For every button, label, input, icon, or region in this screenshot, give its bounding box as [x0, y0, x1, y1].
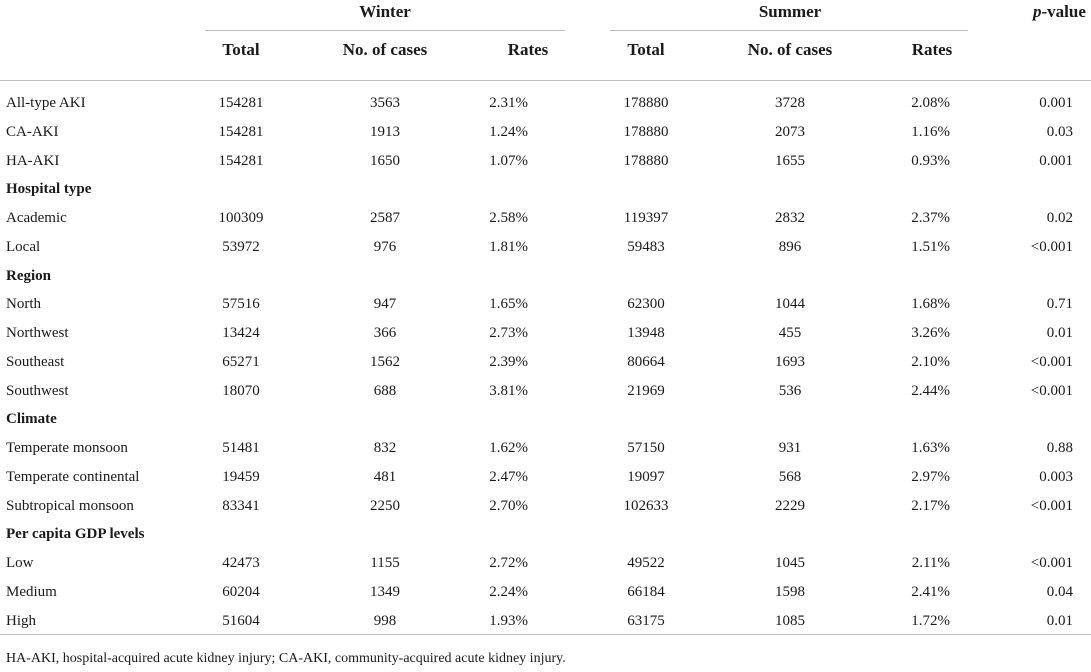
- summer-cases-cell: 536: [778, 383, 802, 399]
- p-value-cell: <0.001: [1030, 555, 1073, 571]
- winter-rate-cell: 1.65%: [489, 296, 528, 312]
- summer-total-cell: 178880: [623, 153, 669, 169]
- winter-total-cell: 18070: [222, 383, 260, 399]
- winter-cases-cell: 366: [373, 325, 397, 341]
- p-letter: p: [1033, 2, 1042, 21]
- winter-cases-cell: 976: [373, 239, 397, 255]
- winter-cases-cell: 2587: [370, 210, 400, 226]
- summer-total-header: Total: [627, 40, 665, 59]
- summer-cases-cell: 931: [778, 440, 802, 456]
- p-value-cell: 0.02: [1046, 210, 1073, 226]
- p-value-cell: <0.001: [1030, 498, 1073, 514]
- summer-cases-cell: 1044: [775, 296, 805, 312]
- winter-rates-header: Rates: [507, 40, 549, 59]
- winter-cases-header: No. of cases: [342, 40, 428, 59]
- summer-total-cell: 80664: [627, 354, 665, 370]
- winter-rate-cell: 2.39%: [489, 354, 528, 370]
- winter-cases-cell: 1155: [370, 555, 400, 571]
- summer-cases-cell: 1655: [775, 153, 805, 169]
- winter-total-header: Total: [222, 40, 260, 59]
- p-value-cell: 0.04: [1046, 584, 1073, 600]
- winter-total-cell: 100309: [218, 210, 264, 226]
- summer-rate-cell: 2.17%: [911, 498, 950, 514]
- winter-rate-cell: 2.58%: [489, 210, 528, 226]
- winter-cases-cell: 1913: [370, 124, 400, 140]
- summer-cases-cell: 896: [778, 239, 802, 255]
- row-label: Southeast: [6, 354, 65, 370]
- summer-header-rule: [610, 30, 968, 31]
- summer-total-cell: 19097: [627, 469, 665, 485]
- summer-total-cell: 119397: [623, 210, 669, 226]
- summer-total-cell: 102633: [623, 498, 669, 514]
- summer-rate-cell: 2.44%: [911, 383, 950, 399]
- winter-rate-cell: 2.73%: [489, 325, 528, 341]
- summer-total-cell: 49522: [627, 555, 665, 571]
- footnote: HA-AKI, hospital-acquired acute kidney injury; CA-AKI, community-acquired acute kidney injury.: [6, 651, 566, 666]
- winter-cases-cell: 1650: [370, 153, 400, 169]
- row-label: Local: [6, 239, 41, 255]
- winter-rate-cell: 2.31%: [489, 95, 528, 111]
- row-label: Temperate continental: [6, 469, 140, 485]
- winter-cases-cell: 1562: [370, 354, 400, 370]
- winter-total-cell: 154281: [218, 153, 264, 169]
- summer-cases-cell: 1085: [775, 613, 805, 629]
- row-label: Low: [6, 555, 34, 571]
- winter-rate-cell: 1.07%: [489, 153, 528, 169]
- winter-cases-cell: 998: [373, 613, 397, 629]
- summer-cases-cell: 1045: [775, 555, 805, 571]
- winter-total-cell: 65271: [222, 354, 260, 370]
- summer-rate-cell: 0.93%: [911, 153, 950, 169]
- p-value-cell: 0.03: [1046, 124, 1073, 140]
- summer-rates-header: Rates: [911, 40, 953, 59]
- group-heading: Per capita GDP levels: [6, 526, 145, 542]
- p-value-cell: <0.001: [1030, 383, 1073, 399]
- winter-total-cell: 83341: [222, 498, 260, 514]
- summer-total-cell: 178880: [623, 95, 669, 111]
- p-value-cell: 0.01: [1046, 325, 1073, 341]
- summer-rate-cell: 2.41%: [911, 584, 950, 600]
- winter-total-cell: 154281: [218, 95, 264, 111]
- winter-total-cell: 51481: [222, 440, 260, 456]
- winter-total-cell: 60204: [222, 584, 260, 600]
- summer-rate-cell: 2.10%: [911, 354, 950, 370]
- group-heading: Hospital type: [6, 181, 92, 197]
- summer-rate-cell: 2.08%: [911, 95, 950, 111]
- row-label: All-type AKI: [6, 95, 86, 111]
- winter-cases-cell: 832: [373, 440, 397, 456]
- winter-total-cell: 51604: [222, 613, 260, 629]
- row-label: Academic: [6, 210, 67, 226]
- winter-total-cell: 19459: [222, 469, 260, 485]
- winter-rate-cell: 2.24%: [489, 584, 528, 600]
- winter-rate-cell: 1.24%: [489, 124, 528, 140]
- summer-total-cell: 13948: [627, 325, 665, 341]
- p-value-cell: 0.71: [1046, 296, 1073, 312]
- row-label: Temperate monsoon: [6, 440, 128, 456]
- summer-cases-cell: 1693: [775, 354, 805, 370]
- summer-total-cell: 59483: [627, 239, 665, 255]
- winter-header-rule: [205, 30, 565, 31]
- winter-cases-cell: 2250: [370, 498, 400, 514]
- summer-total-cell: 57150: [627, 440, 665, 456]
- summer-total-cell: 178880: [623, 124, 669, 140]
- row-label: CA-AKI: [6, 124, 59, 140]
- p-value-cell: 0.003: [1039, 469, 1073, 485]
- p-value-cell: 0.88: [1046, 440, 1073, 456]
- winter-total-cell: 13424: [222, 325, 260, 341]
- summer-cases-cell: 568: [778, 469, 802, 485]
- summer-rate-cell: 3.26%: [911, 325, 950, 341]
- row-label: North: [6, 296, 41, 312]
- row-label: Southwest: [6, 383, 69, 399]
- summer-total-cell: 63175: [627, 613, 665, 629]
- group-heading: Region: [6, 268, 51, 284]
- row-label: Medium: [6, 584, 57, 600]
- summer-rate-cell: 1.63%: [911, 440, 950, 456]
- winter-rate-cell: 1.93%: [489, 613, 528, 629]
- summer-rate-cell: 2.97%: [911, 469, 950, 485]
- winter-rate-cell: 2.70%: [489, 498, 528, 514]
- winter-total-cell: 57516: [222, 296, 260, 312]
- summer-total-cell: 66184: [627, 584, 665, 600]
- summer-rate-cell: 1.51%: [911, 239, 950, 255]
- row-label: Northwest: [6, 325, 69, 341]
- summer-total-cell: 62300: [627, 296, 665, 312]
- summer-rate-cell: 1.72%: [911, 613, 950, 629]
- winter-rate-cell: 2.47%: [489, 469, 528, 485]
- winter-rate-cell: 1.81%: [489, 239, 528, 255]
- summer-rate-cell: 2.37%: [911, 210, 950, 226]
- winter-cases-cell: 3563: [370, 95, 400, 111]
- winter-cases-cell: 947: [373, 296, 397, 312]
- winter-rate-cell: 2.72%: [489, 555, 528, 571]
- summer-rate-cell: 2.11%: [911, 555, 950, 571]
- p-suffix: -value: [1041, 2, 1086, 21]
- summer-cases-cell: 2229: [775, 498, 805, 514]
- winter-total-cell: 42473: [222, 555, 260, 571]
- summer-cases-header: No. of cases: [747, 40, 833, 59]
- row-label: HA-AKI: [6, 153, 60, 169]
- row-label: Subtropical monsoon: [6, 498, 134, 514]
- summer-cases-cell: 2073: [775, 124, 805, 140]
- p-value-cell: 0.01: [1046, 613, 1073, 629]
- p-value-cell: 0.001: [1039, 95, 1073, 111]
- p-value-cell: <0.001: [1030, 239, 1073, 255]
- summer-header: Summer: [758, 2, 822, 21]
- winter-cases-cell: 1349: [370, 584, 400, 600]
- table-bottom-rule: [0, 634, 1091, 635]
- summer-cases-cell: 455: [778, 325, 802, 341]
- summer-cases-cell: 2832: [775, 210, 805, 226]
- winter-header: Winter: [359, 2, 411, 21]
- summer-rate-cell: 1.68%: [911, 296, 950, 312]
- winter-total-cell: 154281: [218, 124, 264, 140]
- p-value-cell: <0.001: [1030, 354, 1073, 370]
- winter-total-cell: 53972: [222, 239, 260, 255]
- summer-cases-cell: 1598: [775, 584, 805, 600]
- summer-rate-cell: 1.16%: [911, 124, 950, 140]
- row-label: High: [6, 613, 36, 629]
- header-bottom-rule: [0, 80, 1091, 81]
- winter-cases-cell: 481: [373, 469, 397, 485]
- group-heading: Climate: [6, 411, 57, 427]
- summer-total-cell: 21969: [627, 383, 665, 399]
- winter-cases-cell: 688: [373, 383, 397, 399]
- p-value-header: [1033, 2, 1086, 22]
- p-value-cell: 0.001: [1039, 153, 1073, 169]
- summer-cases-cell: 3728: [775, 95, 805, 111]
- winter-rate-cell: 3.81%: [489, 383, 528, 399]
- winter-rate-cell: 1.62%: [489, 440, 528, 456]
